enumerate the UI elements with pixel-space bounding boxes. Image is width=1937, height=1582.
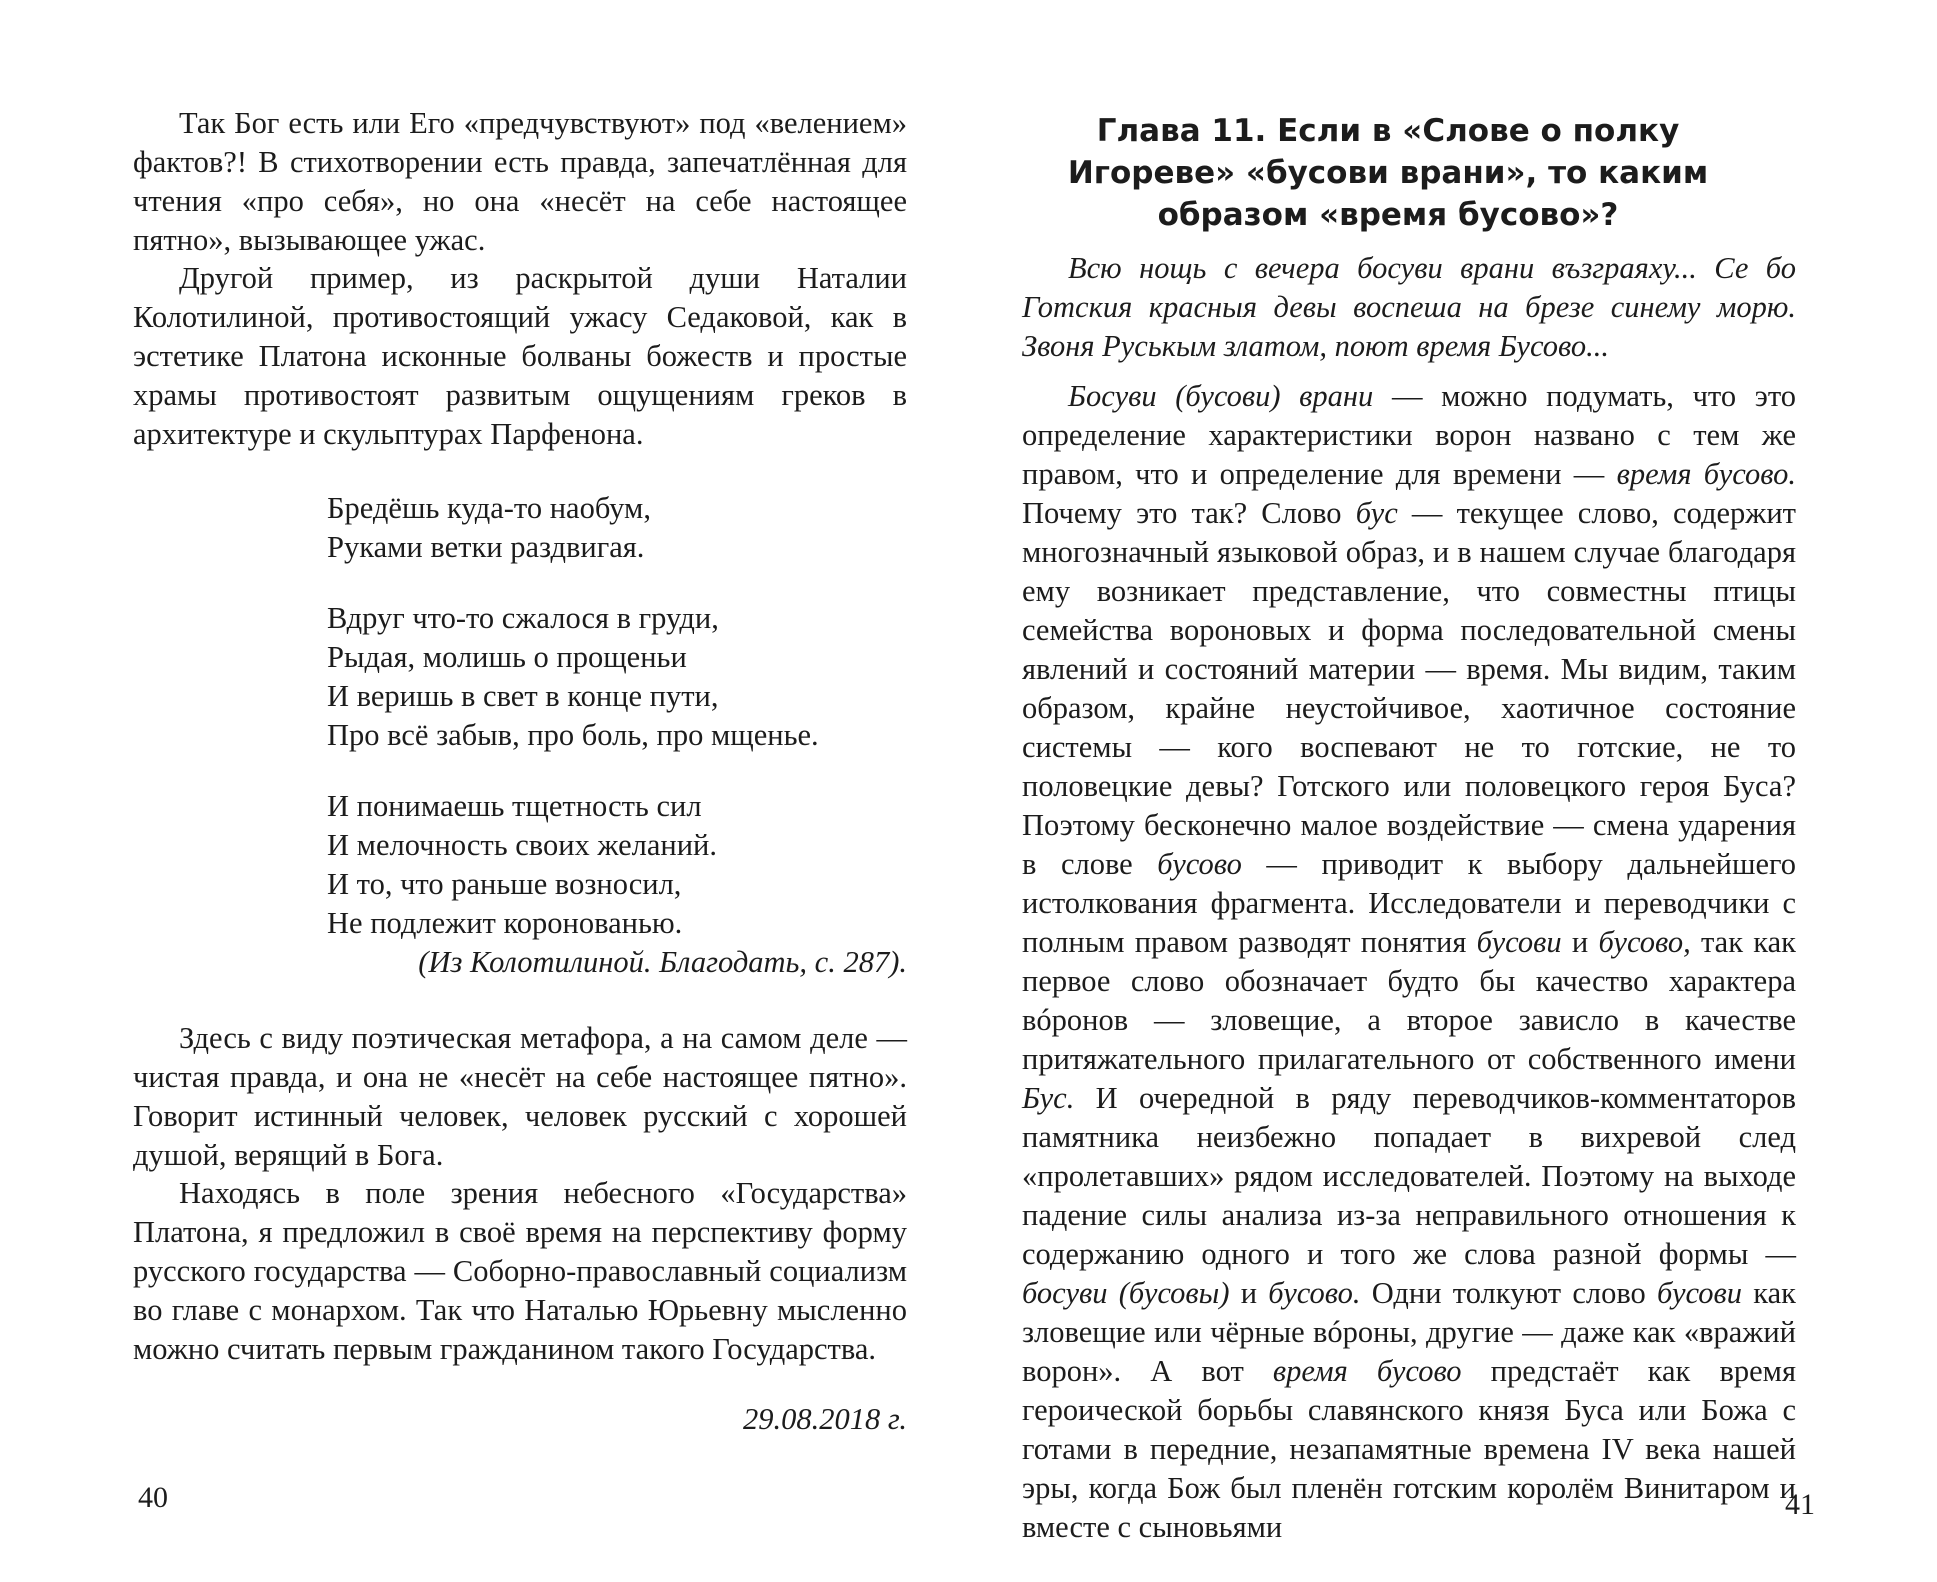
body-text: Почему это так? Слово [1022,496,1356,530]
term: бусово. [1268,1276,1361,1310]
body-text: — текущее слово, содержит многозначный языковой образ, и в нашем случае благодаря ему возникает представление, что совместны птицы семейства вороновых и форма последовательной смены явлений и состояний материи — время. Мы видим, таким образом, крайне неустойчивое, хаотичное состояние системы — кого воспевают не то готские, не то половецкие девы? Готского или половецкого героя Буса? Поэтому бесконечно малое воздействие — смена ударения в слове [1022,496,1796,881]
body-text: так как первое слово обозначает будто бы качество характера вóронов — зловещие, а второе зависло в качестве притяжательного прилагательного от собственного имени [1022,925,1796,1076]
body-text: как зловещие или чёрные вóроны, другие — даже как «вражий ворон». А вот [1022,1276,1796,1388]
body-text: — можно подумать, что это определение характеристики ворон названо с тем же правом, что и определение для времени — [1022,379,1796,491]
body-text: и [1229,1276,1269,1310]
term: бусово, [1598,925,1691,959]
poem-stanza-2: Вдруг что-то сжалося в груди, Рыдая, молишь о прощеньи И веришь в свет в конце пути, Про всё забыв, про боль, про мщенье. [327,601,819,752]
paragraph-intro: Так Бог есть или Его «предчувствуют» под «велением» фактов?! В стихотворении есть правда, запечатлённая для чтения «про себя», но она «несёт на себе настоящее пятно», вызывающее ужас. [133,106,907,257]
paragraph-metaphor: Здесь с виду поэтическая метафора, а на самом деле — чистая правда, и она не «несёт на себе настоящее пятно». Говорит истинный человек, человек русский с хорошей душой, верящий в Бога. [133,1021,907,1172]
term: босуви (бусовы) [1022,1276,1230,1310]
term: время бусово [1272,1354,1462,1388]
chapter-body-paragraph [1022,377,1796,1547]
term: бусово [1157,847,1242,881]
poem-source: (Из Колотилиной. Благодать, с. 287). [418,945,907,979]
term: время бусово. [1616,457,1796,491]
term: бусови [1476,925,1562,959]
epigraph: Всю нощь с вечера босуви врани възграяху... Се бо Готския красныя девы воспеша на брезе синему морю. Звоня Руськым златом, поют время Бусово... [1022,251,1796,363]
term: Босуви (бусови) врани [1068,379,1374,413]
body-text: Одни толкуют слово [1360,1276,1658,1310]
right-page [968,0,1937,1582]
paragraph-state: Находясь в поле зрения небесного «Государства» Платона, я предложил в своё время на перспективу форму русского государства — Соборно-православный социализм во главе с монархом. Так что Наталью Юрьевну мысленно можно считать первым гражданином такого Государства. [133,1176,907,1366]
body-text: и [1561,925,1599,959]
left-page [0,0,968,1582]
page-number-left: 40 [138,1481,168,1514]
paragraph-example: Другой пример, из раскрытой души Наталии Колотилиной, противостоящий ужасу Седаковой, как в эстетике Платона исконные болваны божеств и простые храмы противостоят развитым ощущениям греков в архитектуре и скульптурах Парфенона. [133,261,907,451]
page-number-right: 41 [1785,1488,1815,1521]
chapter-heading: Глава 11. Если в «Слове о полку Игореве» «бусови врани», то каким образом «время бусово»? [1067,113,1709,233]
date-signature: 29.08.2018 г. [743,1402,907,1436]
body-text: предстаёт как время героической борьбы славянского князя Буса или Божа с готами в передние, незапамятные времена IV века нашей эры, когда Бож был пленён готским королём Винитаром и вместе с сыновьями [1022,1354,1796,1544]
poem-stanza-1: Бредёшь куда-то наобум, Руками ветки раздвигая. [327,491,651,564]
term: Бус. [1022,1081,1075,1115]
poem-stanza-3: И понимаешь тщетность сил И мелочность своих желаний. И то, что раньше возносил, Не подлежит коронованью. [327,789,717,940]
body-text: — приводит к выбору дальнейшего истолкования фрагмента. Исследователи и переводчики с полным правом разводят понятия [1022,847,1796,959]
body-text: И очередной в ряду переводчиков-комментаторов памятника неизбежно попадает в вихревой след «пролетавших» рядом исследователей. Поэтому на выходе падение силы анализа из-за неправильного отношения к содержанию одного и того же слова разной формы — [1022,1081,1796,1271]
term: бусови [1657,1276,1743,1310]
term: бус [1355,496,1398,530]
